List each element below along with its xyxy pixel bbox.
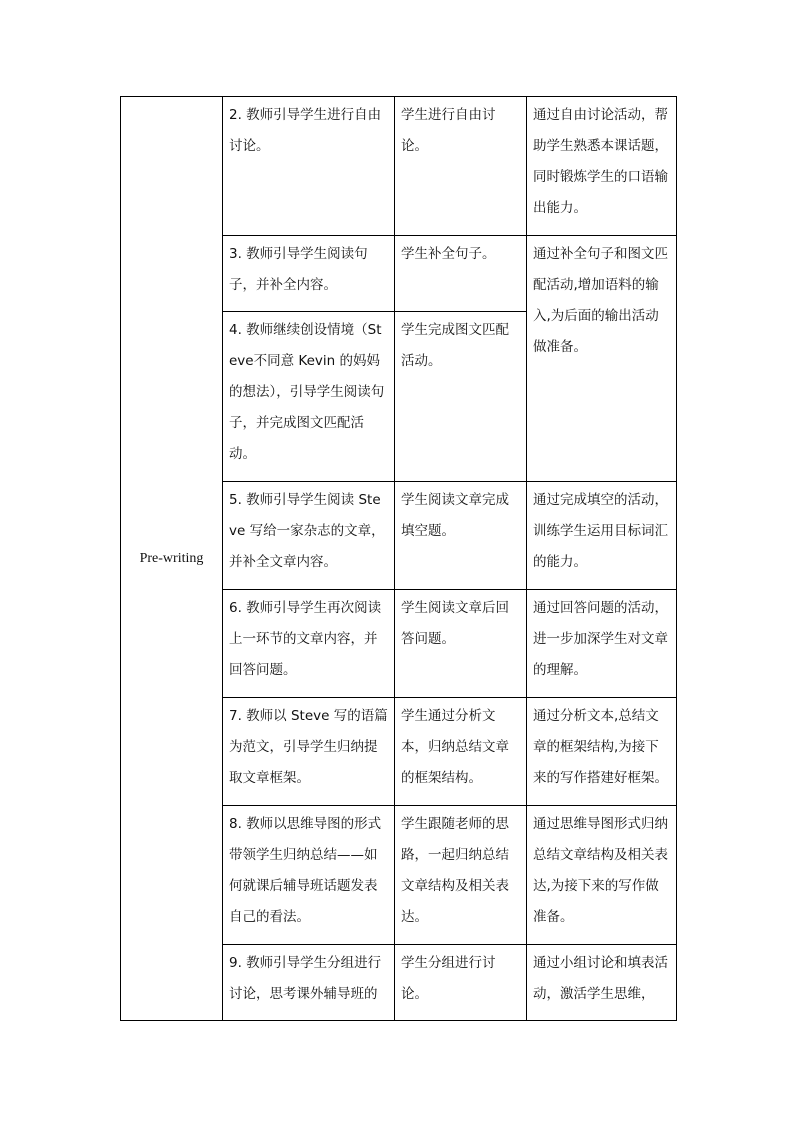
student-activity-cell: 学生完成图文匹配活动。	[395, 312, 527, 482]
stage-cell: Pre-writing	[121, 97, 223, 1021]
purpose-cell: 通过自由讨论活动，帮助学生熟悉本课话题，同时锻炼学生的口语输出能力。	[527, 97, 677, 236]
table-row	[121, 97, 677, 236]
student-activity-cell: 学生分组进行讨论。	[395, 945, 527, 1021]
purpose-cell: 通过完成填空的活动，训练学生运用目标词汇的能力。	[527, 482, 677, 590]
teacher-activity-cell: 5. 教师引导学生阅读 Steve 写给一家杂志的文章，并补全文章内容。	[223, 482, 395, 590]
student-activity-cell: 学生阅读文章后回答问题。	[395, 590, 527, 698]
teacher-activity-cell: 9. 教师引导学生分组进行讨论，思考课外辅导班的	[223, 945, 395, 1021]
teacher-activity-cell: 3. 教师引导学生阅读句子，并补全内容。	[223, 236, 395, 312]
teacher-activity-cell: 6. 教师引导学生再次阅读上一环节的文章内容，并回答问题。	[223, 590, 395, 698]
student-activity-cell: 学生进行自由讨论。	[395, 97, 527, 236]
purpose-cell: 通过补全句子和图文匹配活动,增加语料的输入,为后面的输出活动做准备。	[527, 236, 677, 482]
purpose-cell: 通过小组讨论和填表活动，激活学生思维，	[527, 945, 677, 1021]
purpose-cell: 通过分析文本,总结文章的框架结构,为接下来的写作搭建好框架。	[527, 698, 677, 806]
teacher-activity-cell: 7. 教师以 Steve 写的语篇为范文，引导学生归纳提取文章框架。	[223, 698, 395, 806]
lesson-plan-table	[120, 96, 677, 1021]
student-activity-cell: 学生通过分析文本，归纳总结文章的框架结构。	[395, 698, 527, 806]
student-activity-cell: 学生补全句子。	[395, 236, 527, 312]
student-activity-cell: 学生跟随老师的思路，一起归纳总结文章结构及相关表达。	[395, 806, 527, 945]
purpose-cell: 通过回答问题的活动，进一步加深学生对文章的理解。	[527, 590, 677, 698]
teacher-activity-cell: 8. 教师以思维导图的形式带领学生归纳总结——如何就课后辅导班话题发表自己的看法。	[223, 806, 395, 945]
student-activity-cell: 学生阅读文章完成填空题。	[395, 482, 527, 590]
teacher-activity-cell: 4. 教师继续创设情境（Steve不同意 Kevin 的妈妈的想法），引导学生阅读句子，并完成图文匹配活动。	[223, 312, 395, 482]
purpose-cell: 通过思维导图形式归纳总结文章结构及相关表达,为接下来的写作做准备。	[527, 806, 677, 945]
teacher-activity-cell: 2. 教师引导学生进行自由讨论。	[223, 97, 395, 236]
